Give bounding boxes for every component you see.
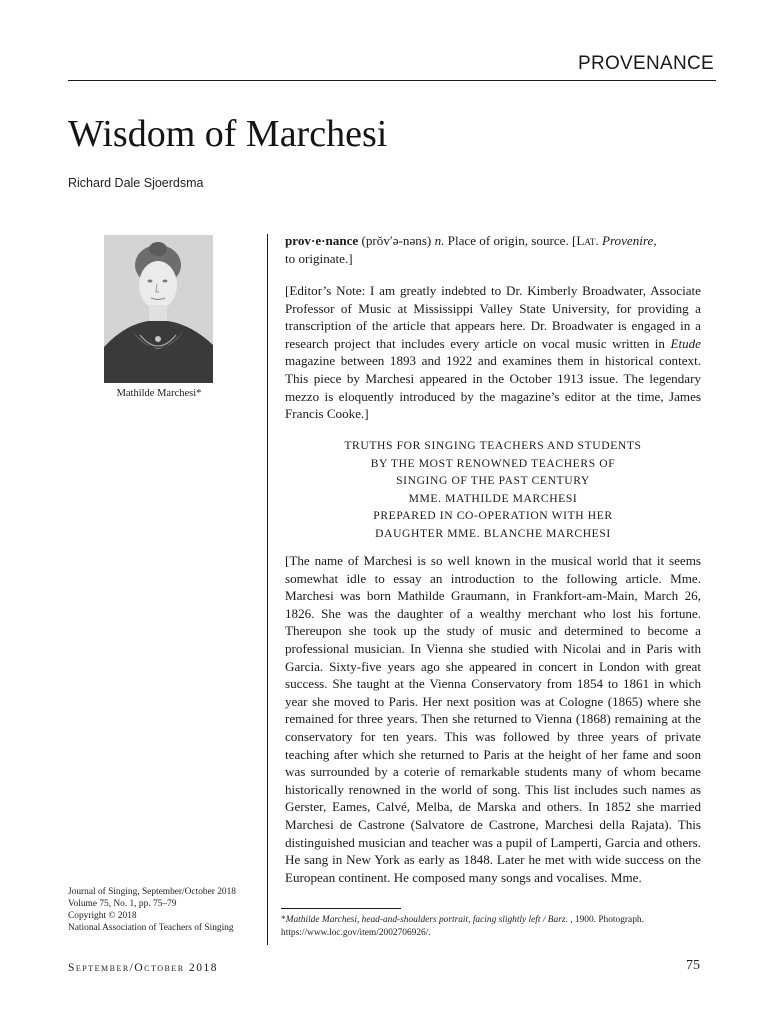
editor-note-part1: [Editor’s Note: I am greatly indebted to Dr. Kimberly Broadwater, Associate Professor of Music at Mississippi Valley State University, for providing a transcription of the article that appears here. Dr. Broadwater is engaged in a research project that includes every article on vocal music written in [285, 283, 701, 351]
article-headline [285, 437, 701, 543]
article-author: Richard Dale Sjoerdsma [68, 176, 204, 190]
journal-line: Volume 75, No. 1, pp. 75–79 [68, 899, 177, 909]
footnote-rule [281, 908, 401, 909]
footnote-title: Mathilde Marchesi, head-and-shoulders portrait, facing slightly left / Barz. [285, 915, 568, 925]
journal-line: Copyright © 2018 [68, 911, 137, 921]
headline-line: MME. MATHILDE MARCHESI [408, 491, 578, 505]
headline-line: SINGING OF THE PAST CENTURY [396, 474, 590, 488]
portrait-photo [104, 235, 213, 383]
headline-line: TRUTHS FOR SINGING TEACHERS AND STUDENTS [344, 439, 642, 452]
journal-line: Journal of Singing, September/October 2018 [68, 887, 236, 897]
headline-line: PREPARED IN CO-OPERATION WITH HER [373, 509, 613, 523]
definition [285, 232, 701, 267]
page-number: 75 [686, 958, 700, 973]
headline-line: BY THE MOST RENOWNED TEACHERS OF [370, 456, 616, 470]
portrait-illustration [104, 235, 213, 383]
article-title: Wisdom of Marchesi [68, 113, 388, 155]
definition-lang: Lat. [576, 233, 599, 248]
journal-info [68, 886, 258, 934]
body-text [285, 552, 701, 886]
definition-headword: prov·e·nance [285, 233, 359, 248]
footnote-source: , 1900. Photograph. https://www.loc.gov/item/2002706926/. [281, 915, 644, 938]
definition-meaning: Place of origin, source. [ [444, 233, 577, 248]
definition-pos: n. [434, 233, 445, 248]
header-rule [68, 80, 716, 81]
footnote-marker: * [281, 915, 286, 925]
definition-pronunciation: (prŏv′ə-nəns) [361, 233, 432, 248]
footer-issue: September/October 2018 [68, 962, 218, 974]
column-rule [267, 234, 268, 945]
definition-etymon: Provenire, [601, 233, 657, 248]
footnote [281, 914, 703, 940]
editor-note-italic: Etude [670, 335, 701, 351]
section-tag: PROVENANCE [577, 53, 714, 74]
definition-gloss: to originate.] [285, 250, 353, 266]
editor-note [285, 282, 701, 423]
editor-note-part2: magazine between 1893 and 1922 and examines them in historical context. This piece by Marchesi appeared in the October 1913 issue. The legendary mezzo is eloquently introduced by the magazine’s editor at the time, James Francis Cooke.] [285, 353, 701, 422]
portrait-caption: Mathilde Marchesi* [116, 388, 202, 399]
headline-line: DAUGHTER MME. BLANCHE MARCHESI [375, 526, 611, 540]
body-paragraph: [The name of Marchesi is so well known in the musical world that it seems somewhat idle to essay an introduction to the following article. Mme. Marchesi was born Mathilde Graumann, in Frankfort-am-Main, March 26, 1826. She was the daughter of a wealthy merchant who lost his fortune. Thereupon she took up the study of music and determined to become a professional musician. In Vienna she studied with Nicolai and in Paris with Garcia. Sixty-five years ago she appeared in concert in London with great success. She taught at the Vienna Conservatory from 1854 to 1861 in which year she moved to Paris. Her next position was at Cologne (1865) where she remained for three years. Then she returned to Vienna (1868) remaining at the conservatory for ten years. This was followed by three years of private teaching after which she returned to Paris at the height of her fame and soon was surrounded by a coterie of remarkable students many of whom became historically renowned in the world of song. This list includes such names as Gerster, Eames, Calvé, Melba, de Marska and others. In 1852 she married Marchesi de Castrone (Salvatore de Castrone, Marchesi della Rajata). This distinguished musician and teacher was a pupil of Lamperti, Garcia and others. He sang in New York as early as 1848. Later he met with wide success on the European continent. He composed many songs and vocalises. Mme. [285, 553, 701, 885]
journal-line: National Association of Teachers of Singing [68, 923, 234, 933]
